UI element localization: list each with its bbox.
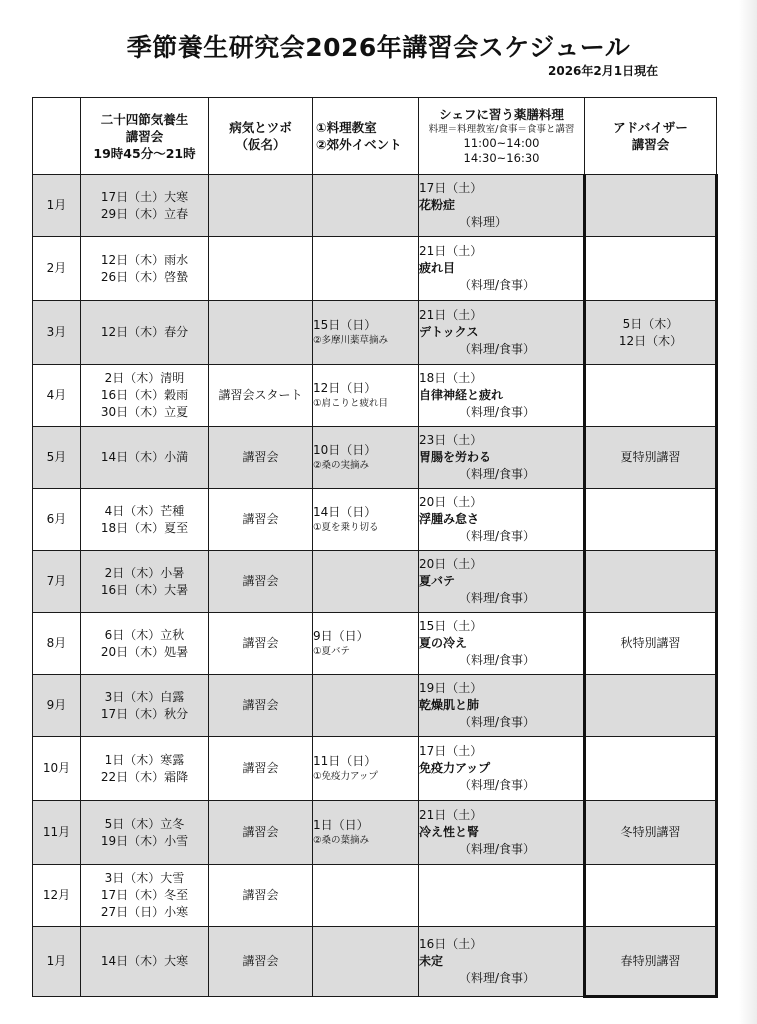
event-name: ②桑の実摘み [313, 460, 370, 471]
chef-date: 19日（土） [419, 681, 483, 695]
chef-cell [419, 301, 585, 365]
month-label: 12月 [42, 888, 71, 902]
chef-topic: 夏の冷え [419, 636, 468, 650]
header-lecture: 病気とツボ （仮名） [209, 98, 313, 175]
header-event: ①料理教室 ②郊外イベント [313, 98, 419, 175]
month-cell [33, 551, 81, 613]
lecture-label: 講習会 [242, 698, 279, 712]
chef-line [419, 307, 583, 341]
lecture-label: 講習会スタート [218, 388, 303, 402]
chef-type: （料理/食事） [459, 715, 536, 729]
chef-topic: 冷え性と腎 [419, 825, 480, 839]
season-date: 27日（日）小寒 [100, 905, 189, 919]
event-name: ②多摩川薬草摘み [313, 335, 389, 346]
month-label: 2月 [46, 261, 67, 275]
event-cell [313, 613, 419, 675]
lecture-cell [209, 801, 313, 865]
chef-cell [419, 489, 585, 551]
season-date: 2日（木）小暑 [104, 565, 185, 580]
chef-cell [419, 365, 585, 427]
chef-line [419, 936, 583, 970]
header-seasons: 二十四節気養生 講習会 19時45分～21時 [81, 98, 209, 175]
event-date: 1日（日） [313, 818, 369, 832]
chef-topic: 疲れ目 [419, 261, 456, 275]
as-of-date: 2026年2月1日現在 [548, 64, 659, 78]
month-cell [33, 865, 81, 927]
season-date: 22日（木）霜降 [100, 769, 189, 784]
chef-type: （料理/食事） [459, 405, 536, 419]
season-date: 16日（木）大暑 [100, 582, 189, 597]
season-date: 20日（木）処暑 [100, 644, 189, 659]
season-date: 3日（木）大雪 [104, 871, 185, 885]
seasons-cell [81, 551, 209, 613]
lecture-label: 講習会 [242, 636, 279, 650]
chef-line [419, 743, 583, 777]
chef-topic: 免疫力アップ [419, 761, 491, 775]
month-label: 11月 [42, 825, 71, 839]
advisor-entry: 12日（木） [618, 333, 683, 348]
advisor-entry: 夏特別講習 [620, 450, 681, 464]
month-cell [33, 237, 81, 301]
month-label: 4月 [46, 388, 67, 402]
season-date: 2日（木）清明 [104, 371, 185, 385]
season-date: 14日（木）大寒 [100, 954, 189, 968]
chef-date: 17日（土） [419, 744, 483, 758]
season-date: 18日（木）夏至 [100, 520, 189, 535]
advisor-entry: 5日（木） [622, 316, 679, 331]
month-label: 10月 [42, 761, 71, 775]
season-date: 6日（木）立秋 [104, 627, 185, 642]
advisor-entry: 春特別講習 [620, 953, 681, 968]
season-date: 4日（木）芒種 [104, 503, 185, 518]
season-date: 30日（木）立夏 [100, 405, 189, 419]
event-cell [313, 865, 419, 927]
chef-topic: 花粉症 [419, 198, 456, 212]
event-cell [313, 927, 419, 997]
advisor-entry: 冬特別講習 [620, 825, 681, 839]
seasons-cell [81, 865, 209, 927]
chef-cell [419, 175, 585, 237]
advisor-cell [585, 613, 717, 675]
chef-line [419, 370, 583, 404]
lecture-cell [209, 365, 313, 427]
month-cell [33, 675, 81, 737]
chef-topic: 乾燥肌と肺 [419, 698, 480, 712]
advisor-cell [585, 865, 717, 927]
chef-type: （料理/食事） [459, 467, 536, 481]
seasons-cell [81, 675, 209, 737]
month-label: 5月 [46, 450, 67, 464]
chef-type: （料理/食事） [459, 529, 536, 543]
chef-line [419, 180, 583, 214]
month-cell [33, 175, 81, 237]
season-date: 12日（木）春分 [100, 325, 189, 339]
month-cell [33, 301, 81, 365]
event-name: ①夏バテ [313, 646, 351, 657]
month-cell [33, 613, 81, 675]
season-date: 17日（木）秋分 [100, 706, 189, 721]
lecture-cell [209, 613, 313, 675]
chef-cell [419, 927, 585, 997]
lecture-label: 講習会 [242, 512, 279, 526]
chef-cell [419, 801, 585, 865]
season-date: 17日（土）大寒 [100, 189, 189, 204]
lecture-cell [209, 427, 313, 489]
chef-cell [419, 865, 585, 927]
chef-cell [419, 613, 585, 675]
month-label: 3月 [46, 325, 67, 339]
season-date: 14日（木）小満 [100, 450, 189, 464]
event-date: 12日（日） [313, 381, 377, 395]
chef-cell [419, 551, 585, 613]
advisor-cell [585, 737, 717, 801]
table-row [33, 927, 717, 997]
chef-line [419, 494, 583, 528]
chef-cell [419, 237, 585, 301]
advisor-cell [585, 427, 717, 489]
event-date: 10日（日） [313, 443, 377, 457]
lecture-cell [209, 301, 313, 365]
seasons-cell [81, 489, 209, 551]
event-cell [313, 551, 419, 613]
month-label: 8月 [46, 636, 67, 650]
chef-date: 17日（土） [419, 181, 483, 195]
event-date: 9日（日） [313, 629, 369, 643]
season-date: 12日（木）雨水 [100, 252, 189, 267]
month-cell [33, 737, 81, 801]
event-name: ②桑の葉摘み [313, 835, 370, 846]
chef-topic: 浮腫み怠さ [419, 512, 480, 526]
advisor-cell [585, 551, 717, 613]
month-cell [33, 427, 81, 489]
table-row [33, 301, 717, 365]
event-cell [313, 489, 419, 551]
lecture-cell [209, 737, 313, 801]
lecture-cell [209, 489, 313, 551]
table-row [33, 675, 717, 737]
page-edge [739, 0, 757, 1024]
lecture-cell [209, 865, 313, 927]
advisor-cell [585, 365, 717, 427]
table-row [33, 801, 717, 865]
chef-type: （料理/食事） [459, 342, 536, 356]
event-name: ①夏を乗り切る [313, 522, 379, 533]
event-cell [313, 737, 419, 801]
header-month [33, 98, 81, 175]
chef-date: 21日（土） [419, 244, 483, 258]
seasons-cell [81, 301, 209, 365]
chef-type: （料理） [459, 215, 508, 229]
chef-topic: 夏バテ [419, 574, 456, 588]
table-row [33, 175, 717, 237]
advisor-cell [585, 489, 717, 551]
chef-date: 20日（土） [419, 495, 483, 509]
event-name: ①免疫力アップ [313, 771, 378, 782]
event-cell [313, 237, 419, 301]
season-date: 26日（木）啓蟄 [100, 269, 189, 284]
advisor-cell [585, 801, 717, 865]
month-cell [33, 489, 81, 551]
chef-date: 16日（土） [419, 937, 483, 951]
event-date: 15日（日） [313, 318, 377, 332]
chef-type: （料理/食事） [459, 278, 536, 292]
season-date: 5日（木）立冬 [104, 816, 185, 831]
lecture-label: 講習会 [242, 888, 279, 902]
chef-type: （料理/食事） [459, 971, 536, 985]
table-row [33, 613, 717, 675]
header-advisor: アドバイザー 講習会 [585, 98, 717, 175]
lecture-cell [209, 927, 313, 997]
event-cell [313, 427, 419, 489]
lecture-label: 講習会 [242, 954, 279, 968]
month-cell [33, 801, 81, 865]
chef-topic: 未定 [419, 954, 444, 968]
chef-date: 21日（土） [419, 308, 483, 322]
table-row [33, 551, 717, 613]
season-date: 1日（木）寒露 [104, 752, 185, 767]
chef-type: （料理/食事） [459, 778, 536, 792]
seasons-cell [81, 613, 209, 675]
season-date: 17日（木）冬至 [100, 888, 189, 902]
event-cell [313, 301, 419, 365]
event-date: 14日（日） [313, 505, 377, 519]
event-name: ①肩こりと疲れ目 [313, 398, 389, 409]
event-cell [313, 175, 419, 237]
schedule-table [32, 97, 718, 998]
seasons-cell [81, 427, 209, 489]
season-date: 16日（木）穀雨 [100, 388, 189, 402]
month-cell [33, 927, 81, 997]
table-row [33, 737, 717, 801]
header-row [33, 98, 717, 175]
chef-line [419, 807, 583, 841]
chef-date: 23日（土） [419, 433, 483, 447]
month-label: 6月 [46, 512, 67, 526]
lecture-cell [209, 175, 313, 237]
chef-topic: 胃腸を労わる [419, 450, 492, 464]
seasons-cell [81, 927, 209, 997]
advisor-cell [585, 175, 717, 237]
chef-topic: 自律神経と疲れ [419, 388, 504, 402]
lecture-label: 講習会 [242, 450, 279, 464]
chef-line [419, 680, 583, 714]
month-cell [33, 365, 81, 427]
seasons-cell [81, 801, 209, 865]
chef-type: （料理/食事） [459, 653, 536, 667]
seasons-cell [81, 737, 209, 801]
table-row [33, 237, 717, 301]
lecture-label: 講習会 [242, 574, 279, 588]
advisor-cell [585, 301, 717, 365]
chef-line [419, 432, 583, 466]
season-date: 3日（木）白露 [104, 689, 185, 704]
advisor-cell [585, 237, 717, 301]
lecture-cell [209, 675, 313, 737]
chef-cell [419, 737, 585, 801]
chef-topic: デトックス [419, 325, 479, 339]
table-row [33, 365, 717, 427]
chef-date: 21日（土） [419, 808, 483, 822]
seasons-cell [81, 237, 209, 301]
event-cell [313, 801, 419, 865]
chef-type: （料理/食事） [459, 591, 536, 605]
chef-date: 18日（土） [419, 371, 483, 385]
document-title: 季節養生研究会2026年講習会スケジュール [126, 33, 631, 62]
advisor-cell [585, 927, 717, 997]
chef-line [419, 243, 583, 277]
event-date: 11日（日） [313, 754, 377, 768]
header-chef: シェフに習う薬膳料理 料理＝料理教室/食事＝食事と講習 11:00~14:00 14:30~16:30 [419, 98, 585, 175]
month-label: 9月 [46, 698, 67, 712]
table-row [33, 865, 717, 927]
table-row [33, 489, 717, 551]
seasons-cell [81, 175, 209, 237]
chef-date: 15日（土） [419, 619, 483, 633]
lecture-cell [209, 237, 313, 301]
season-date: 29日（木）立春 [100, 206, 189, 221]
lecture-label: 講習会 [242, 761, 279, 775]
month-label: 7月 [46, 574, 67, 588]
lecture-label: 講習会 [242, 825, 279, 839]
advisor-entry: 秋特別講習 [620, 636, 681, 650]
chef-line [419, 556, 583, 590]
lecture-cell [209, 551, 313, 613]
season-date: 19日（木）小雪 [100, 833, 189, 848]
advisor-cell [585, 675, 717, 737]
event-cell [313, 365, 419, 427]
table-row [33, 427, 717, 489]
chef-cell [419, 427, 585, 489]
chef-type: （料理/食事） [459, 842, 536, 856]
month-label: 1月 [46, 954, 67, 968]
chef-line [419, 618, 583, 652]
event-cell [313, 675, 419, 737]
month-label: 1月 [46, 198, 67, 212]
chef-cell [419, 675, 585, 737]
seasons-cell [81, 365, 209, 427]
chef-date: 20日（土） [419, 557, 483, 571]
